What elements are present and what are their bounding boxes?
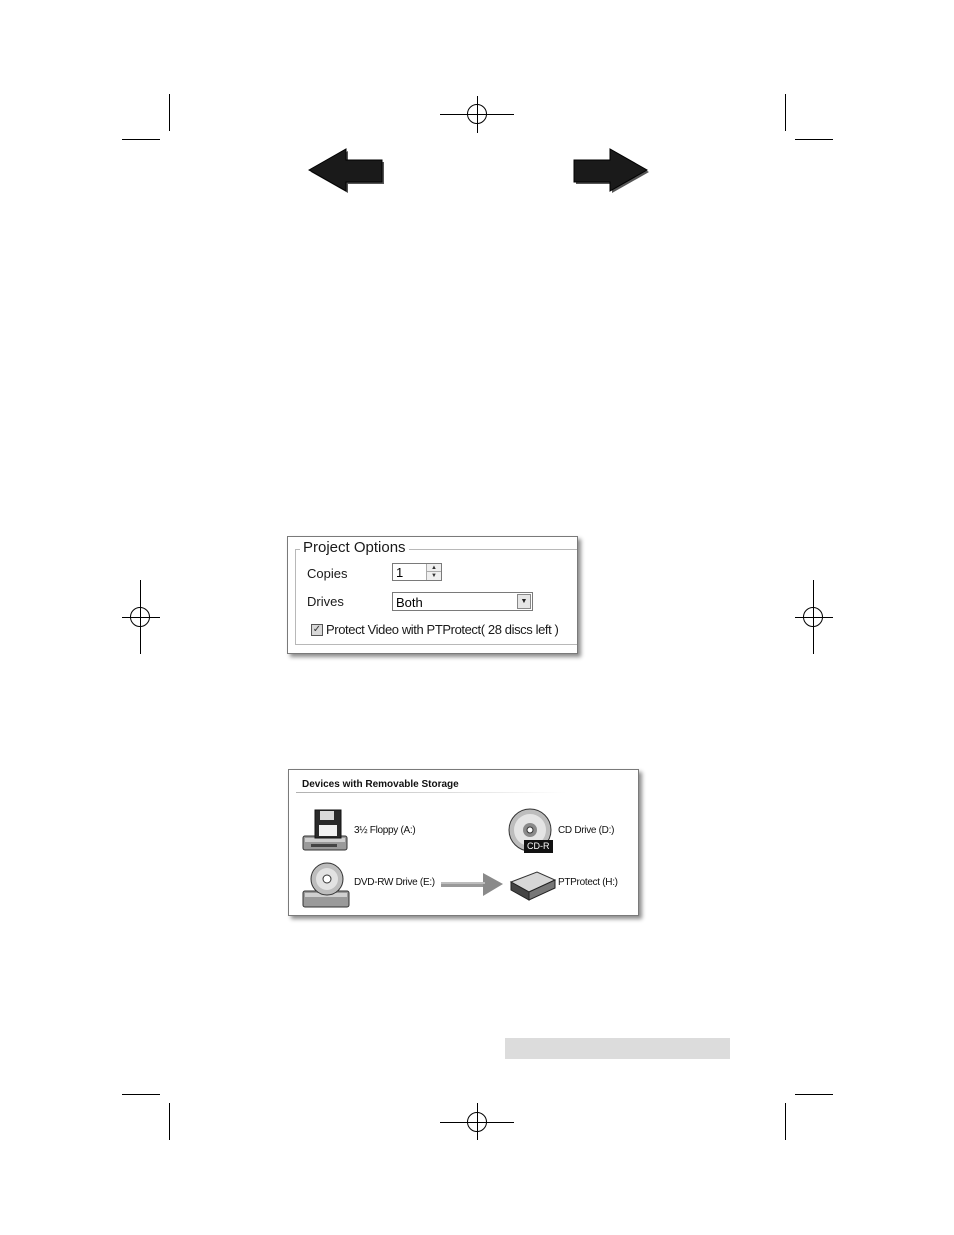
removable-drive-icon <box>507 868 559 902</box>
drives-value: Both <box>396 595 423 610</box>
stepper-buttons <box>426 564 441 580</box>
crop-mark <box>122 1094 160 1095</box>
protect-video-checkbox[interactable]: ✓ <box>312 624 322 635</box>
crop-mark <box>795 139 833 140</box>
next-page-button[interactable] <box>572 147 652 198</box>
device-label: CD Drive (D:) <box>558 825 615 836</box>
registration-mark <box>803 607 823 627</box>
device-label: DVD-RW Drive (E:) <box>354 877 435 888</box>
chevron-down-icon[interactable]: ▼ <box>517 594 531 609</box>
floppy-drive-icon <box>301 808 349 854</box>
project-options-panel <box>287 536 578 654</box>
stepper-down-icon[interactable]: ▼ <box>427 572 441 580</box>
device-dvd-rw-drive[interactable] <box>301 861 441 911</box>
drives-select[interactable] <box>392 592 533 611</box>
group-border <box>295 549 296 645</box>
crop-mark <box>169 94 170 131</box>
crop-mark <box>122 139 160 140</box>
footer-bar <box>505 1038 730 1059</box>
previous-page-button[interactable] <box>306 147 386 198</box>
device-label: PTProtect (H:) <box>558 877 618 888</box>
crop-mark <box>785 94 786 131</box>
device-cd-drive[interactable] <box>507 808 632 856</box>
copies-label: Copies <box>307 566 348 581</box>
device-label: 3½ Floppy (A:) <box>354 825 416 836</box>
right-arrow-icon <box>572 147 652 193</box>
registration-mark <box>467 104 487 124</box>
registration-mark <box>467 1112 487 1132</box>
dvd-drive-icon <box>301 861 351 911</box>
protect-video-label[interactable]: Protect Video with PTProtect( 28 discs left ) <box>326 622 559 637</box>
group-title: Project Options <box>300 539 409 556</box>
devices-header: Devices with Removable Storage <box>302 779 459 790</box>
stepper-up-icon[interactable]: ▲ <box>427 564 441 572</box>
drives-label: Drives <box>307 594 344 609</box>
copies-stepper[interactable] <box>392 563 442 581</box>
device-floppy[interactable] <box>301 808 431 854</box>
arrow-right-icon <box>439 870 509 898</box>
registration-mark <box>130 607 150 627</box>
header-divider <box>296 792 566 793</box>
device-ptprotect[interactable] <box>507 868 632 908</box>
group-border <box>295 644 577 645</box>
left-arrow-icon <box>306 147 386 193</box>
crop-mark <box>169 1103 170 1140</box>
crop-mark <box>795 1094 833 1095</box>
devices-panel <box>288 769 639 916</box>
crop-mark <box>785 1103 786 1140</box>
copies-value[interactable]: 1 <box>396 565 404 580</box>
cd-r-badge: CD-R <box>524 840 553 853</box>
